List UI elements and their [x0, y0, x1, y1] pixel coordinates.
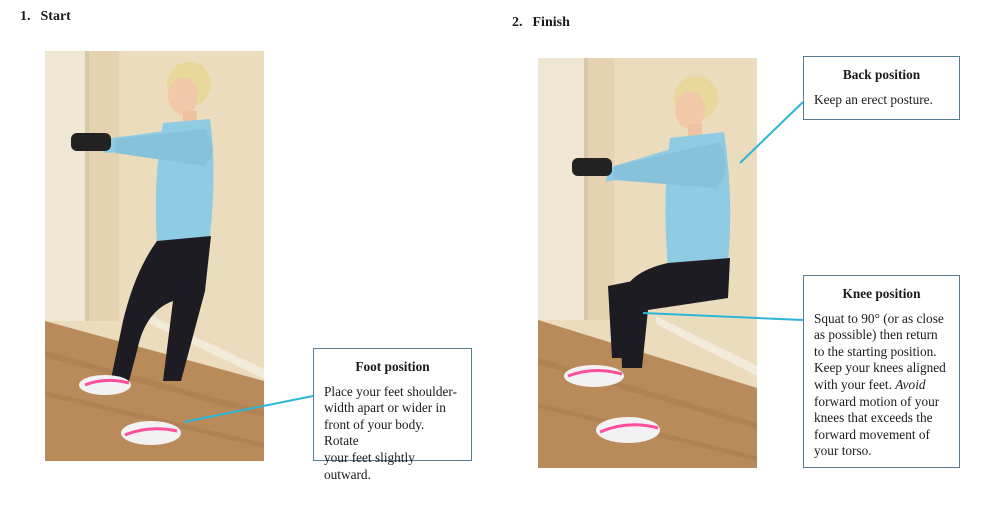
foot-position-title: Foot position — [355, 359, 430, 374]
back-position-title: Back position — [842, 67, 921, 82]
knee-body-avoid: Avoid — [895, 376, 926, 392]
knee-position-body — [814, 311, 949, 460]
knee-body-part-1: Squat to 90° (or as close as possible) then return to the starting position. Keep your knees aligned with your feet. — [814, 310, 946, 392]
foot-position-body: Place your feet shoulder- width apart or wider in front of your body. Rotate your feet slightly outward. — [324, 383, 458, 482]
back-position-body: Keep an erect posture. — [814, 91, 933, 107]
start-photo-illustration — [45, 51, 264, 461]
foot-position-callout — [313, 348, 472, 482]
step-1-title: Start — [40, 9, 71, 24]
knee-body-part-2: forward motion of your knees that exceeds the forward movement of your torso. — [814, 393, 940, 459]
step-2-number: 2. — [512, 15, 523, 30]
finish-photo — [538, 58, 757, 468]
knee-position-title: Knee position — [842, 286, 921, 301]
back-position-callout — [803, 56, 960, 120]
step-2-label — [512, 15, 570, 31]
start-photo — [45, 51, 264, 461]
knee-position-callout — [803, 275, 960, 468]
step-1-number: 1. — [20, 9, 31, 24]
step-2-title: Finish — [532, 15, 570, 30]
finish-photo-illustration — [538, 58, 757, 468]
step-1-label — [20, 9, 71, 25]
